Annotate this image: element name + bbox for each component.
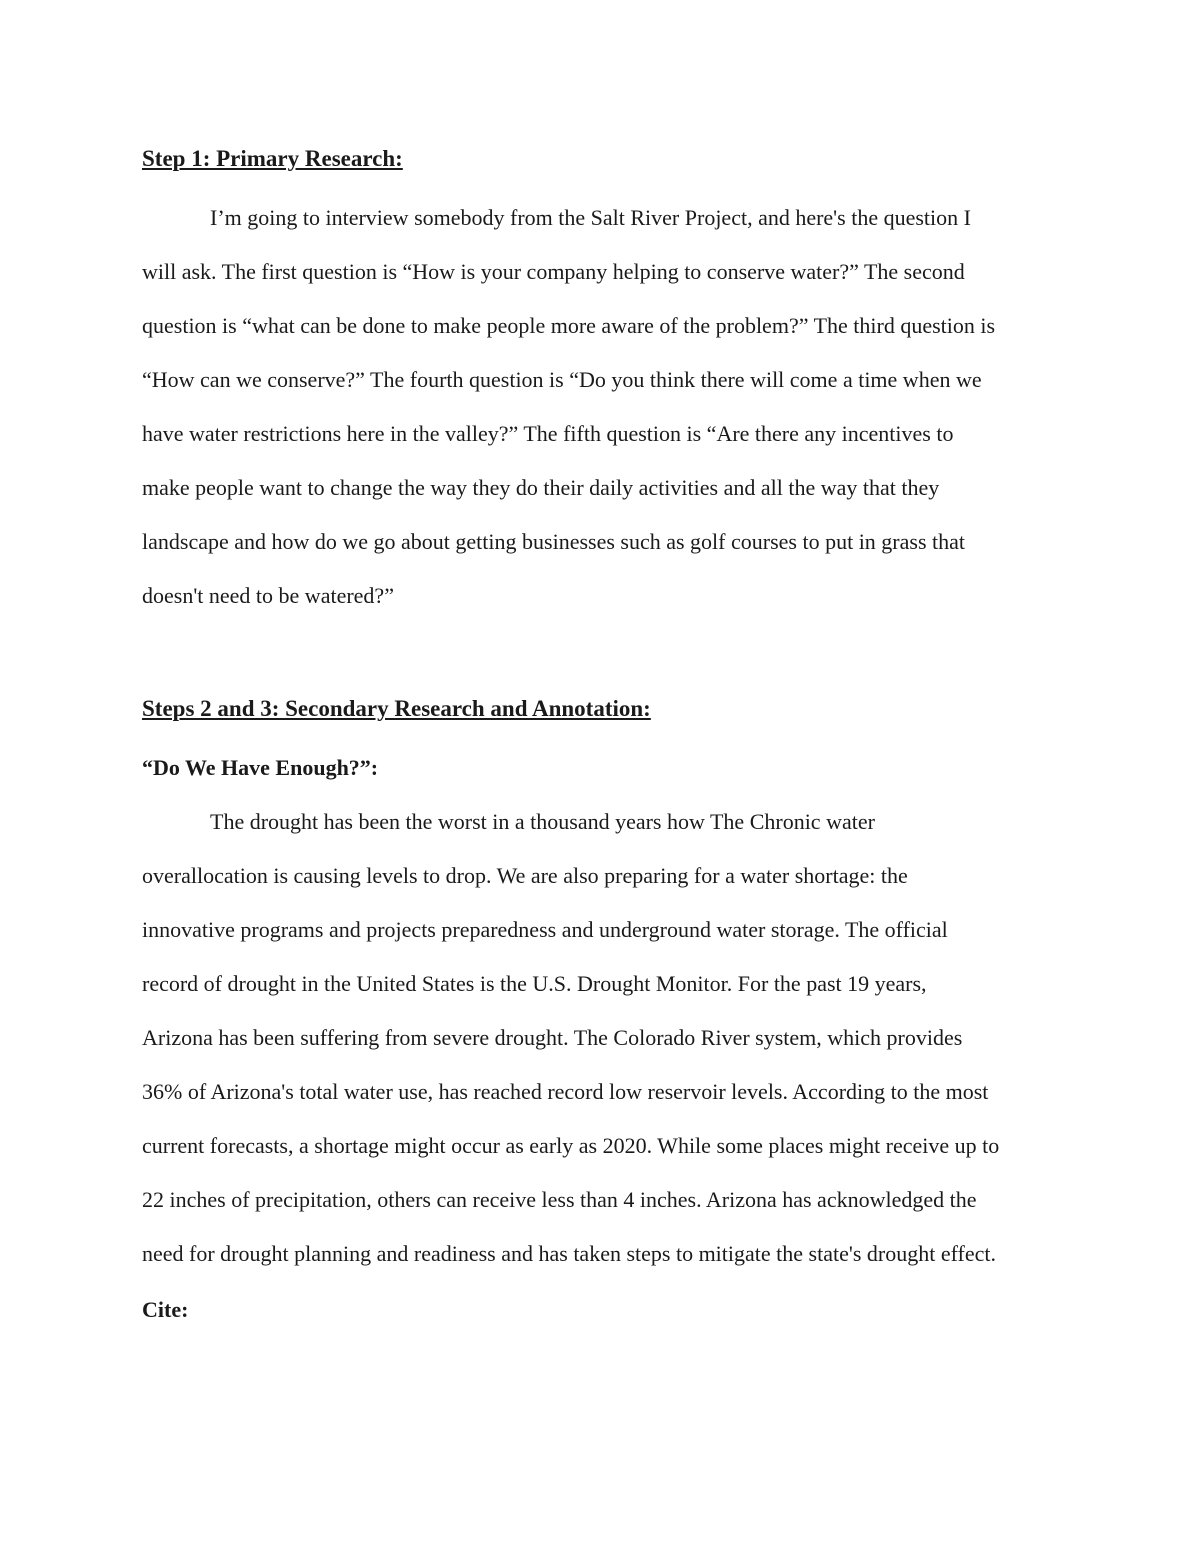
step2-paragraph-line: need for drought planning and readiness and has taken steps to mitigate the state's drought effect.	[142, 1241, 996, 1266]
article-title: “Do We Have Enough?”:	[142, 755, 379, 780]
cite-label: Cite:	[142, 1297, 189, 1322]
step1-paragraph-line: landscape and how do we go about getting businesses such as golf courses to put in grass that	[142, 529, 966, 554]
step2-heading: Steps 2 and 3: Secondary Research and Annotation:	[142, 696, 651, 721]
step1-paragraph-line: I’m going to interview somebody from the Salt River Project, and here's the question I	[210, 205, 971, 230]
step1-paragraph-line: make people want to change the way they do their daily activities and all the way that they	[142, 475, 940, 500]
step2-paragraph-line: current forecasts, a shortage might occur as early as 2020. While some places might receive up to	[142, 1133, 1000, 1158]
step1-paragraph-line: “How can we conserve?” The fourth question is “Do you think there will come a time when we	[142, 367, 982, 392]
step2-paragraph-line: innovative programs and projects preparedness and underground water storage. The official	[142, 917, 948, 942]
step1-paragraph-line: doesn't need to be watered?”	[142, 583, 394, 608]
step1-paragraph-line: will ask. The first question is “How is your company helping to conserve water?” The second	[142, 259, 965, 284]
step2-paragraph-line: overallocation is causing levels to drop. We are also preparing for a water shortage: the	[142, 863, 908, 888]
step2-paragraph-line: Arizona has been suffering from severe drought. The Colorado River system, which provides	[142, 1025, 963, 1050]
step1-paragraph-line: question is “what can be done to make people more aware of the problem?” The third question is	[142, 313, 996, 338]
step1-heading: Step 1: Primary Research:	[142, 146, 403, 171]
step2-paragraph-line: record of drought in the United States is the U.S. Drought Monitor. For the past 19 years,	[142, 971, 927, 996]
step2-paragraph-line: 36% of Arizona's total water use, has reached record low reservoir levels. According to the most	[142, 1079, 989, 1104]
step2-paragraph-line: The drought has been the worst in a thousand years how The Chronic water	[210, 809, 875, 834]
step1-paragraph-line: have water restrictions here in the valley?” The fifth question is “Are there any incentives to	[142, 421, 954, 446]
step2-paragraph-line: 22 inches of precipitation, others can receive less than 4 inches. Arizona has acknowledged the	[142, 1187, 977, 1212]
